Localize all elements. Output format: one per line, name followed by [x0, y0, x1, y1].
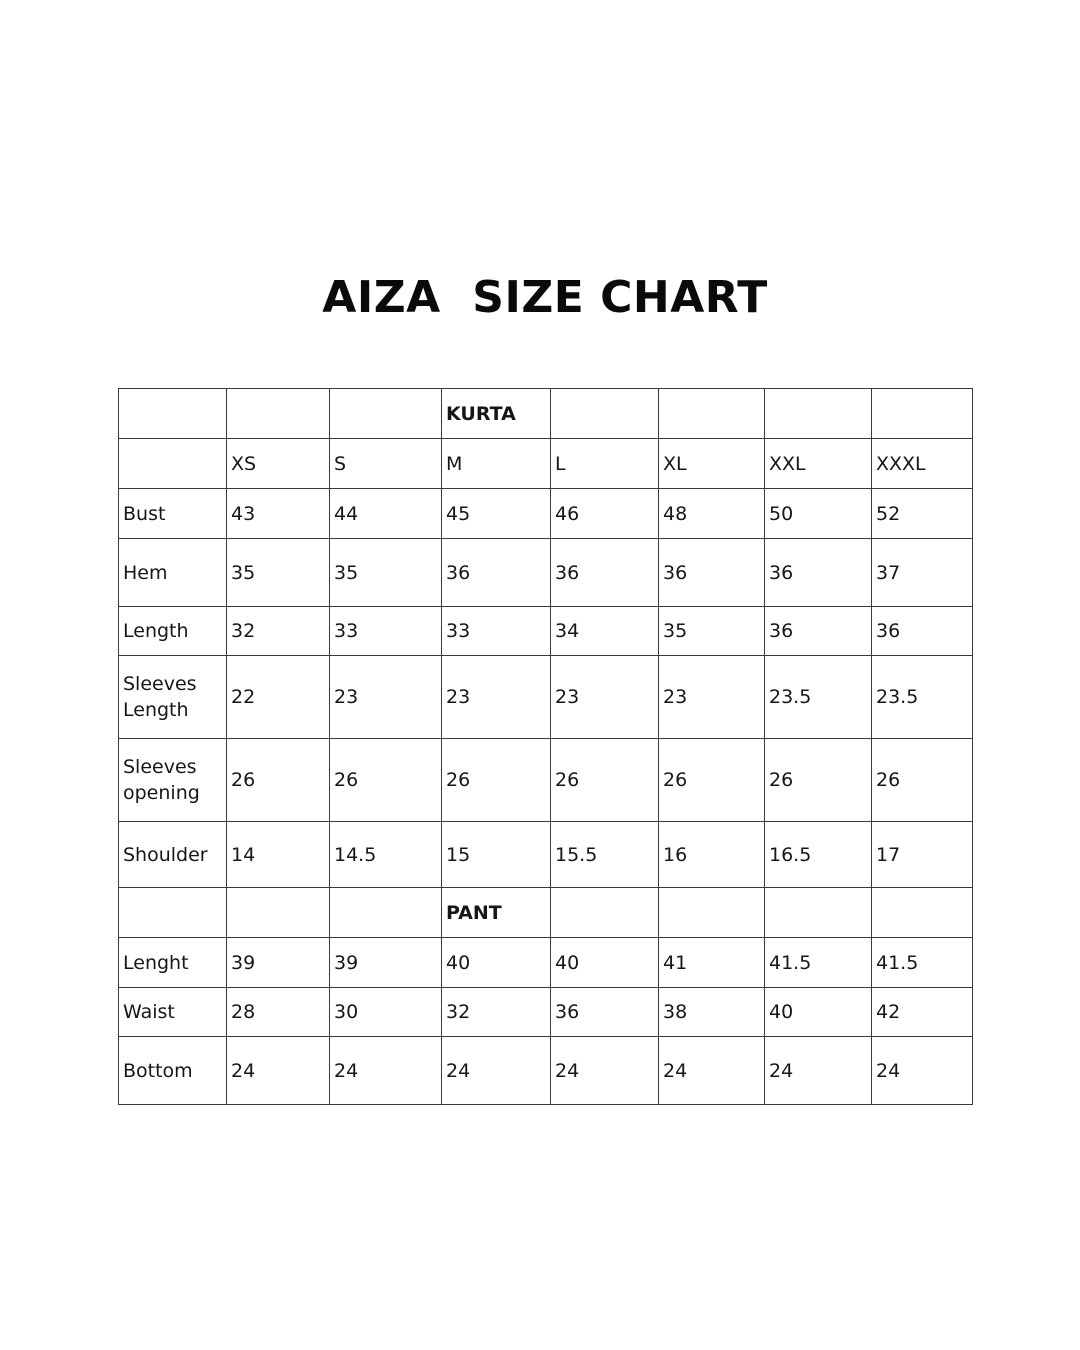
table-cell-empty	[659, 389, 765, 439]
table-cell: 15.5	[551, 822, 659, 888]
table-cell: 15	[442, 822, 551, 888]
table-row	[119, 822, 973, 888]
table-cell: 33	[442, 607, 551, 656]
table-cell: 39	[227, 938, 330, 988]
table-cell: 37	[872, 539, 973, 607]
table-cell: 24	[330, 1037, 442, 1105]
table-row	[119, 539, 973, 607]
table-cell-empty	[227, 389, 330, 439]
table-cell: 43	[227, 489, 330, 539]
row-label: Waist	[119, 988, 227, 1037]
size-header-xxxl: XXXL	[872, 439, 973, 489]
table-cell: 16	[659, 822, 765, 888]
table-cell: 24	[227, 1037, 330, 1105]
table-cell: 35	[227, 539, 330, 607]
table-cell: 32	[227, 607, 330, 656]
row-label: Bust	[119, 489, 227, 539]
size-header-m: M	[442, 439, 551, 489]
table-cell: 26	[659, 739, 765, 822]
table-cell: 40	[551, 938, 659, 988]
table-cell: 24	[442, 1037, 551, 1105]
table-cell: 44	[330, 489, 442, 539]
row-label: Sleeves opening	[119, 739, 227, 822]
table-cell: 40	[442, 938, 551, 988]
table-cell: 39	[330, 938, 442, 988]
table-cell: 26	[551, 739, 659, 822]
table-cell: 26	[872, 739, 973, 822]
table-cell: 41.5	[872, 938, 973, 988]
table-cell: 17	[872, 822, 973, 888]
table-cell: 36	[551, 988, 659, 1037]
table-cell: 24	[872, 1037, 973, 1105]
table-cell: 36	[872, 607, 973, 656]
table-cell: 14	[227, 822, 330, 888]
row-label: Bottom	[119, 1037, 227, 1105]
table-cell: 28	[227, 988, 330, 1037]
table-cell: 24	[551, 1037, 659, 1105]
pant-section-label: PANT	[442, 888, 551, 938]
size-header-xl: XL	[659, 439, 765, 489]
size-header-xs: XS	[227, 439, 330, 489]
table-cell-empty	[551, 389, 659, 439]
table-cell: 26	[765, 739, 872, 822]
row-label: Lenght	[119, 938, 227, 988]
table-row	[119, 489, 973, 539]
table-cell: 35	[659, 607, 765, 656]
table-cell: 24	[659, 1037, 765, 1105]
table-cell: 23.5	[765, 656, 872, 739]
table-cell: 36	[442, 539, 551, 607]
table-cell: 35	[330, 539, 442, 607]
table-row	[119, 656, 973, 739]
page-title: AIZA SIZE CHART	[322, 272, 768, 323]
table-cell-empty	[119, 439, 227, 489]
table-cell: 38	[659, 988, 765, 1037]
table-cell-empty	[119, 888, 227, 938]
table-cell: 14.5	[330, 822, 442, 888]
table-cell: 23	[442, 656, 551, 739]
table-cell: 36	[659, 539, 765, 607]
table-cell: 48	[659, 489, 765, 539]
row-label: Sleeves Length	[119, 656, 227, 739]
table-cell: 36	[765, 539, 872, 607]
table-cell: 24	[765, 1037, 872, 1105]
table-cell: 22	[227, 656, 330, 739]
table-cell: 26	[227, 739, 330, 822]
table-cell: 34	[551, 607, 659, 656]
kurta-section-label: KURTA	[442, 389, 551, 439]
row-label: Hem	[119, 539, 227, 607]
table-cell: 46	[551, 489, 659, 539]
table-cell: 45	[442, 489, 551, 539]
size-header-row	[119, 439, 973, 489]
table-cell: 23	[551, 656, 659, 739]
table-cell: 36	[551, 539, 659, 607]
table-cell: 40	[765, 988, 872, 1037]
table-cell: 36	[765, 607, 872, 656]
table-cell: 41	[659, 938, 765, 988]
table-cell: 23	[659, 656, 765, 739]
row-label: Shoulder	[119, 822, 227, 888]
table-cell: 32	[442, 988, 551, 1037]
table-cell: 52	[872, 489, 973, 539]
kurta-section-row	[119, 389, 973, 439]
table-cell: 41.5	[765, 938, 872, 988]
table-row	[119, 607, 973, 656]
size-header-l: L	[551, 439, 659, 489]
table-cell: 33	[330, 607, 442, 656]
table-cell-empty	[227, 888, 330, 938]
table-row	[119, 988, 973, 1037]
table-row	[119, 739, 973, 822]
row-label: Length	[119, 607, 227, 656]
table-cell-empty	[330, 888, 442, 938]
table-cell: 23	[330, 656, 442, 739]
pant-section-row	[119, 888, 973, 938]
table-cell-empty	[119, 389, 227, 439]
table-cell-empty	[765, 888, 872, 938]
table-row	[119, 1037, 973, 1105]
table-cell: 42	[872, 988, 973, 1037]
table-cell-empty	[872, 389, 973, 439]
size-header-xxl: XXL	[765, 439, 872, 489]
table-cell: 23.5	[872, 656, 973, 739]
table-cell-empty	[872, 888, 973, 938]
table-cell: 30	[330, 988, 442, 1037]
table-cell-empty	[765, 389, 872, 439]
table-cell-empty	[551, 888, 659, 938]
table-cell-empty	[330, 389, 442, 439]
size-chart-table	[118, 388, 973, 1105]
table-cell: 50	[765, 489, 872, 539]
table-cell-empty	[659, 888, 765, 938]
table-row	[119, 938, 973, 988]
size-header-s: S	[330, 439, 442, 489]
table-cell: 16.5	[765, 822, 872, 888]
table-cell: 26	[442, 739, 551, 822]
table-cell: 26	[330, 739, 442, 822]
